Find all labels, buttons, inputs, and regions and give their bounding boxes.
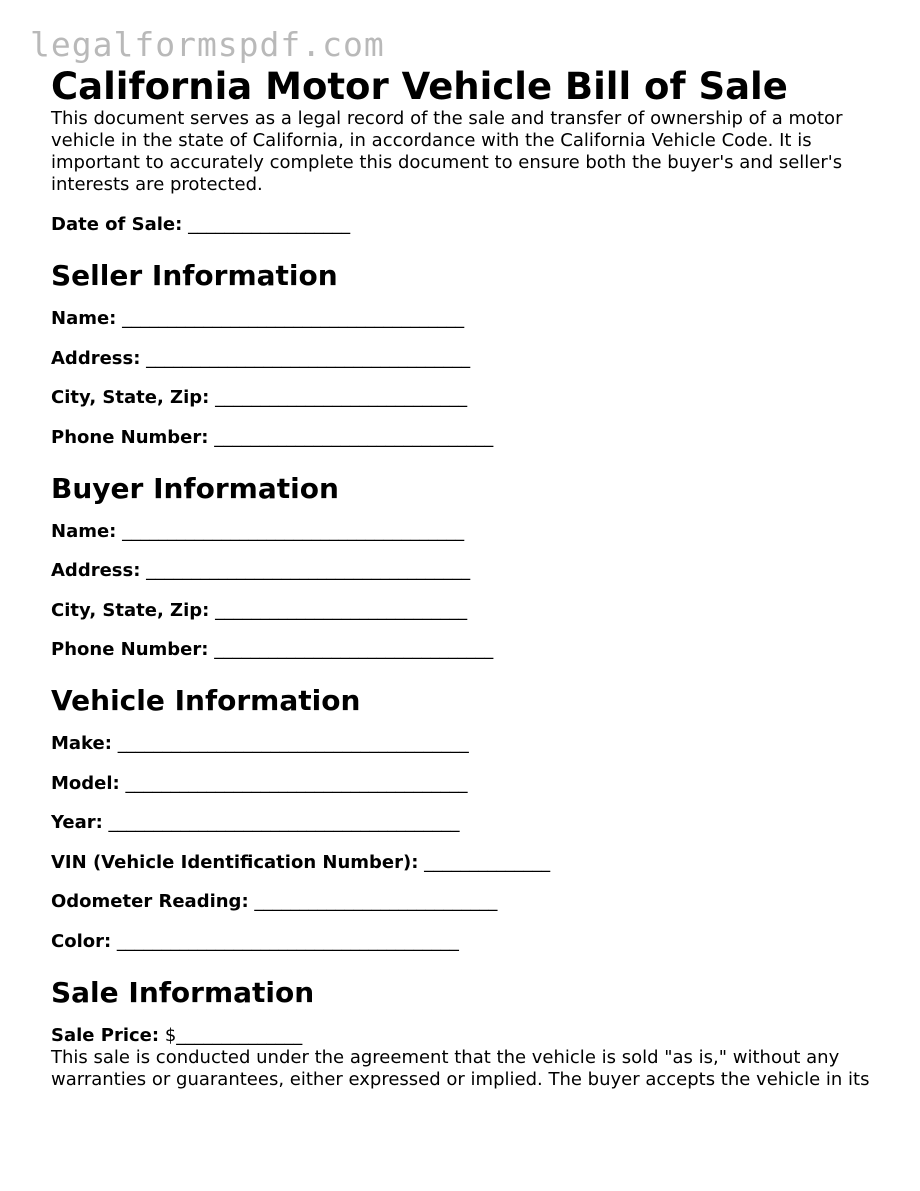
vehicle-odometer-field	[51, 891, 881, 913]
vehicle-year-field	[51, 812, 881, 834]
as-is-paragraph: This sale is conducted under the agreement that the vehicle is sold "as is," without any warranties or guarantees, either expressed or implied. The buyer accepts the vehicle in its	[51, 1046, 870, 1090]
field-label: Odometer Reading:	[51, 891, 249, 912]
field-label: Name:	[51, 308, 117, 329]
vehicle-model-blank[interactable]: ______________________________________	[125, 772, 468, 794]
date-of-sale-blank[interactable]: __________________	[188, 214, 351, 235]
vehicle-vin-blank[interactable]: ______________	[424, 851, 551, 873]
vehicle-model-field	[51, 773, 881, 795]
field-label: Model:	[51, 772, 120, 794]
seller-name-blank[interactable]: ______________________________________	[122, 308, 465, 329]
vehicle-year-blank[interactable]: _______________________________________	[108, 812, 460, 833]
buyer-address-field	[51, 560, 881, 582]
vehicle-make-field	[51, 733, 881, 755]
field-label: Make:	[51, 733, 112, 754]
vehicle-odometer-blank[interactable]: ___________________________	[254, 891, 498, 912]
buyer-name-blank[interactable]: ______________________________________	[122, 520, 465, 542]
field-label: Year:	[51, 812, 103, 833]
sale-price-label: Sale Price:	[51, 1024, 160, 1046]
date-of-sale-field	[51, 214, 881, 236]
date-of-sale-label: Date of Sale:	[51, 214, 183, 235]
seller-city-state-zip-blank[interactable]: ____________________________	[215, 387, 468, 408]
sale-price-field	[51, 1025, 881, 1047]
seller-name-field	[51, 308, 881, 330]
vehicle-vin-field	[51, 852, 881, 874]
vehicle-color-field	[51, 931, 881, 953]
field-label: Address:	[51, 347, 141, 369]
buyer-heading: Buyer Information	[51, 471, 339, 505]
vehicle-color-blank[interactable]: ______________________________________	[116, 930, 459, 952]
buyer-phone-field	[51, 639, 881, 661]
intro-paragraph: This document serves as a legal record of the sale and transfer of ownership of a motor vehicle in the state of California, in accordance with the California Vehicle Code. It is important to accurately complete this document to ensure both the buyer's and seller's interests are protected.	[51, 108, 843, 195]
field-label: VIN (Vehicle Identification Number):	[51, 851, 419, 873]
document-page	[51, 66, 881, 1091]
buyer-name-field	[51, 521, 881, 543]
field-label: Phone Number:	[51, 426, 209, 448]
buyer-city-state-zip-field	[51, 600, 881, 622]
buyer-address-blank[interactable]: ____________________________________	[146, 560, 471, 581]
seller-address-blank[interactable]: ____________________________________	[146, 347, 471, 369]
field-label: Address:	[51, 560, 141, 581]
field-label: Phone Number:	[51, 639, 209, 660]
seller-city-state-zip-field	[51, 387, 881, 409]
vehicle-make-blank[interactable]: _______________________________________	[117, 733, 469, 754]
field-label: Name:	[51, 520, 117, 542]
sale-price-blank[interactable]: $______________	[164, 1024, 303, 1046]
field-label: City, State, Zip:	[51, 599, 210, 621]
sale-heading: Sale Information	[51, 975, 315, 1009]
seller-heading: Seller Information	[51, 259, 338, 292]
seller-phone-field	[51, 427, 881, 449]
watermark: legalformspdf.com	[30, 25, 385, 64]
seller-phone-blank[interactable]: _______________________________	[214, 426, 494, 448]
document-title: California Motor Vehicle Bill of Sale	[51, 65, 788, 108]
buyer-phone-blank[interactable]: _______________________________	[214, 639, 494, 660]
buyer-city-state-zip-blank[interactable]: ____________________________	[215, 599, 468, 621]
seller-address-field	[51, 348, 881, 370]
field-label: City, State, Zip:	[51, 387, 210, 408]
field-label: Color:	[51, 930, 112, 952]
vehicle-heading: Vehicle Information	[51, 684, 361, 717]
